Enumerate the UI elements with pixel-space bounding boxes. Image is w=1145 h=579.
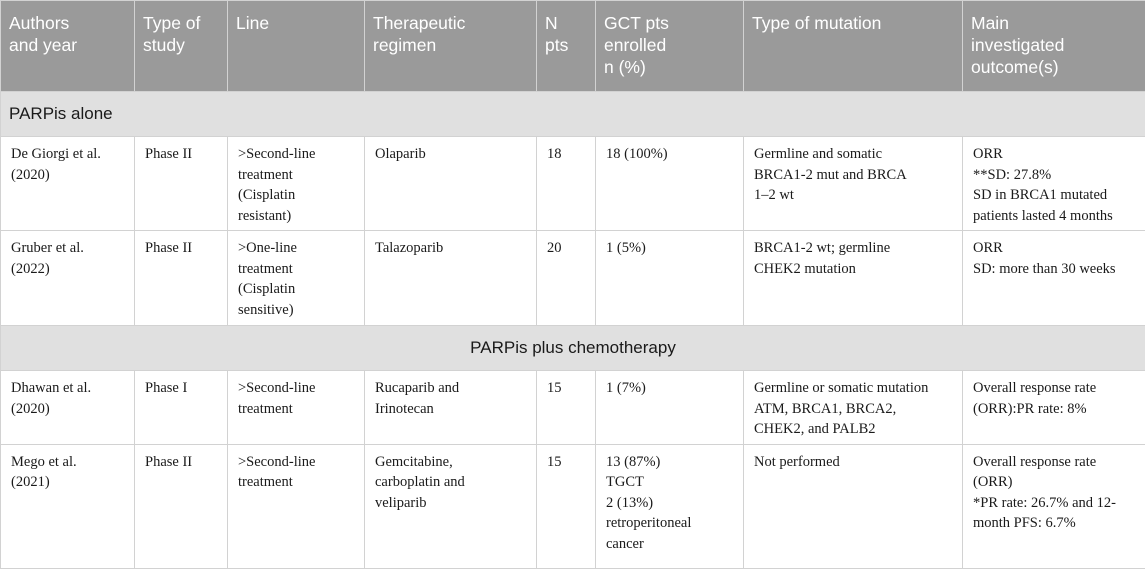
- cell-outcomes: [963, 444, 1145, 568]
- cell-study-type: [135, 231, 228, 326]
- cell-gct-enrolled: [596, 371, 744, 445]
- cell-regimen: [365, 444, 537, 568]
- cell-line-text: ATM, BRCA1, BRCA2,: [754, 400, 897, 417]
- cell-line-text: >Second-line: [238, 380, 316, 396]
- section-row: [1, 326, 1145, 371]
- cell-study-type: [135, 371, 228, 445]
- cell-line-text: cancer: [606, 535, 644, 552]
- cell-line-text: Overall response rate: [973, 453, 1097, 470]
- cell-line: [228, 231, 365, 326]
- cell-line-text: (2020): [11, 166, 50, 183]
- cell-line-text: CHEK2 mutation: [754, 260, 856, 277]
- cell-regimen: [365, 371, 537, 445]
- cell-line-text: 1 (5%): [606, 240, 646, 256]
- cell-mutation: [744, 137, 963, 231]
- cell-line-text: (ORR):PR rate: 8%: [973, 400, 1087, 417]
- cell-line-text: BRCA1-2 wt; germline: [754, 240, 891, 256]
- table-row: [1, 231, 1145, 326]
- cell-line-text: 1–2 wt: [754, 187, 794, 203]
- cell-mutation: [744, 444, 963, 568]
- cell-line-text: Talazoparib: [375, 240, 444, 256]
- cell-line-text: (2022): [11, 260, 50, 277]
- cell-line-text: Phase II: [145, 453, 193, 470]
- cell-regimen: [365, 231, 537, 326]
- cell-line-text: Irinotecan: [375, 400, 434, 417]
- cell-line-text: 20: [547, 240, 562, 256]
- table-row: [1, 444, 1145, 568]
- cell-line-text: >Second-line: [238, 146, 316, 162]
- header-main-investigated-outcomes: Main investigated outcome(s): [963, 1, 1145, 92]
- cell-line-text: (Cisplatin: [238, 281, 296, 297]
- cell-line-text: 18: [547, 146, 562, 162]
- header-gct-pts-enrolled: GCT pts enrolled n (%): [596, 1, 744, 92]
- cell-line-text: BRCA1-2 mut and BRCA: [754, 166, 907, 183]
- cell-regimen: [365, 137, 537, 231]
- cell-line-text: treatment: [238, 474, 293, 490]
- cell-line-text: Phase II: [145, 240, 193, 256]
- cell-line-text: De Giorgi et al.: [11, 146, 101, 162]
- cell-line-text: (ORR): [973, 474, 1013, 490]
- cell-outcomes: [963, 231, 1145, 326]
- cell-n-pts: [537, 137, 596, 231]
- cell-line-text: **SD: 27.8%: [973, 166, 1052, 183]
- cell-line-text: *PR rate: 26.7% and 12-: [973, 494, 1116, 511]
- cell-authors: [1, 444, 135, 568]
- cell-line-text: 15: [547, 380, 562, 396]
- cell-line-text: retroperitoneal: [606, 515, 692, 531]
- cell-gct-enrolled: [596, 137, 744, 231]
- cell-outcomes: [963, 371, 1145, 445]
- cell-line-text: Gruber et al.: [11, 240, 84, 256]
- section-title: PARPis alone: [1, 92, 1145, 137]
- cell-line-text: CHEK2, and PALB2: [754, 421, 876, 437]
- header-authors-and-year: Authors and year: [1, 1, 135, 92]
- cell-mutation: [744, 371, 963, 445]
- cell-outcomes: [963, 137, 1145, 231]
- section-row: [1, 92, 1145, 137]
- cell-line-text: ORR: [973, 240, 1003, 256]
- cell-line-text: (2020): [11, 400, 50, 417]
- section-title: PARPis plus chemotherapy: [1, 326, 1145, 371]
- header-type-of-study: Type of study: [135, 1, 228, 92]
- cell-line-text: >Second-line: [238, 453, 316, 470]
- cell-line-text: treatment: [238, 400, 293, 417]
- header-row: [1, 1, 1145, 92]
- cell-line-text: Germline or somatic mutation: [754, 380, 929, 396]
- header-therapeutic-regimen: Therapeutic regimen: [365, 1, 537, 92]
- cell-line-text: ORR: [973, 146, 1003, 162]
- cell-line-text: 1 (7%): [606, 380, 646, 396]
- cell-gct-enrolled: [596, 444, 744, 568]
- cell-line-text: SD in BRCA1 mutated: [973, 187, 1108, 203]
- cell-line-text: treatment: [238, 166, 293, 183]
- cell-line: [228, 371, 365, 445]
- cell-line-text: treatment: [238, 260, 293, 277]
- cell-line-text: Phase I: [145, 380, 188, 396]
- cell-line-text: Overall response rate: [973, 380, 1097, 396]
- cell-line-text: 13 (87%): [606, 453, 661, 470]
- cell-n-pts: [537, 231, 596, 326]
- header-line: Line: [228, 1, 365, 92]
- cell-line-text: Germline and somatic: [754, 146, 883, 162]
- header-n-pts: N pts: [537, 1, 596, 92]
- cell-line-text: >One-line: [238, 240, 297, 256]
- cell-line-text: Gemcitabine,: [375, 453, 453, 470]
- cell-authors: [1, 371, 135, 445]
- cell-n-pts: [537, 444, 596, 568]
- cell-line-text: Olaparib: [375, 146, 426, 162]
- cell-line: [228, 444, 365, 568]
- cell-study-type: [135, 137, 228, 231]
- cell-line-text: Phase II: [145, 146, 193, 162]
- cell-line-text: veliparib: [375, 494, 427, 511]
- cell-gct-enrolled: [596, 231, 744, 326]
- cell-line-text: 2 (13%): [606, 494, 654, 511]
- cell-line-text: 18 (100%): [606, 146, 668, 162]
- cell-authors: [1, 231, 135, 326]
- cell-line-text: TGCT: [606, 474, 644, 490]
- cell-line-text: Dhawan et al.: [11, 380, 92, 396]
- table-row: [1, 137, 1145, 231]
- cell-line-text: carboplatin and: [375, 474, 465, 490]
- header-type-of-mutation: Type of mutation: [744, 1, 963, 92]
- cell-line-text: sensitive): [238, 301, 294, 318]
- cell-study-type: [135, 444, 228, 568]
- cell-line-text: month PFS: 6.7%: [973, 515, 1076, 531]
- cell-line-text: (Cisplatin: [238, 187, 296, 203]
- cell-line-text: Not performed: [754, 453, 840, 470]
- cell-line-text: (2021): [11, 474, 50, 490]
- cell-mutation: [744, 231, 963, 326]
- cell-line-text: resistant): [238, 207, 292, 224]
- cell-authors: [1, 137, 135, 231]
- cell-line-text: 15: [547, 453, 562, 470]
- cell-line: [228, 137, 365, 231]
- table-row: [1, 371, 1145, 445]
- cell-line-text: SD: more than 30 weeks: [973, 260, 1116, 277]
- cell-line-text: Mego et al.: [11, 453, 77, 470]
- cell-line-text: patients lasted 4 months: [973, 207, 1113, 224]
- cell-n-pts: [537, 371, 596, 445]
- cell-line-text: Rucaparib and: [375, 380, 460, 396]
